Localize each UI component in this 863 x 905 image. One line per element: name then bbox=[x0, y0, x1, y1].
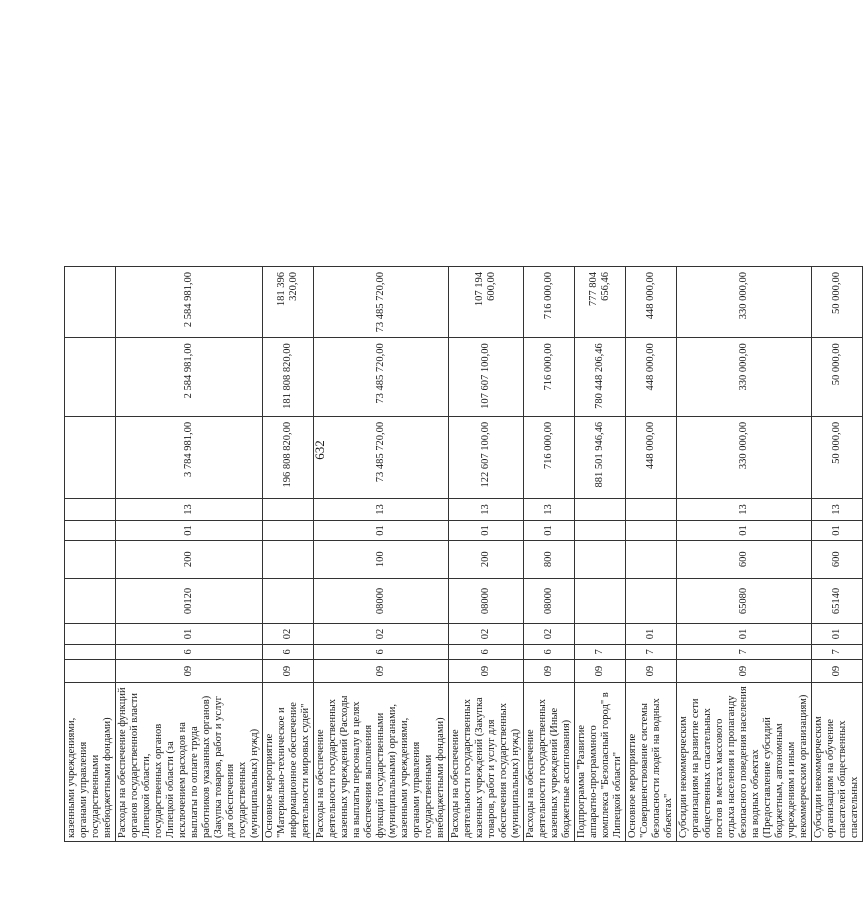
amount-1: 448 000,00 bbox=[626, 416, 677, 498]
code-col7: 13 bbox=[314, 499, 449, 521]
code-col7: 13 bbox=[449, 499, 524, 521]
code-col1: 09 bbox=[626, 660, 677, 683]
code-col2: 6 bbox=[524, 644, 575, 660]
code-col3: 02 bbox=[263, 624, 314, 644]
code-col6: 01 bbox=[677, 520, 812, 540]
code-col1: 09 bbox=[263, 660, 314, 683]
code-col1: 09 bbox=[314, 660, 449, 683]
code-col6: 01 bbox=[314, 520, 449, 540]
code-col5: 100 bbox=[314, 541, 449, 578]
code-col3: 01 bbox=[812, 624, 863, 644]
code-col6: 01 bbox=[116, 520, 263, 540]
code-col7 bbox=[263, 499, 314, 521]
code-col5: 200 bbox=[449, 541, 524, 578]
code-col5: 200 bbox=[116, 541, 263, 578]
amount-3: 330 000,00 bbox=[677, 267, 812, 338]
code-col3: 01 bbox=[677, 624, 812, 644]
code-col3 bbox=[65, 624, 116, 644]
code-col2: 6 bbox=[314, 644, 449, 660]
amount-3: 107 194 600,00 bbox=[449, 267, 524, 338]
code-col3 bbox=[575, 624, 626, 644]
code-col4 bbox=[626, 578, 677, 624]
code-col7 bbox=[575, 499, 626, 521]
amount-3: 73 485 720,00 bbox=[314, 267, 449, 338]
code-col1: 09 bbox=[575, 660, 626, 683]
code-col1: 09 bbox=[677, 660, 812, 683]
code-col2: 6 bbox=[449, 644, 524, 660]
table-row bbox=[524, 267, 575, 842]
code-col7: 13 bbox=[524, 499, 575, 521]
amount-2: 330 000,00 bbox=[677, 338, 812, 417]
amount-1 bbox=[65, 416, 116, 498]
code-col3: 02 bbox=[449, 624, 524, 644]
code-col5 bbox=[65, 541, 116, 578]
code-col5 bbox=[263, 541, 314, 578]
amount-3 bbox=[65, 267, 116, 338]
amount-2: 716 000,00 bbox=[524, 338, 575, 417]
code-col5: 800 bbox=[524, 541, 575, 578]
code-col5 bbox=[575, 541, 626, 578]
amount-1: 881 501 946,46 bbox=[575, 416, 626, 498]
code-col2: 6 bbox=[116, 644, 263, 660]
code-col1: 09 bbox=[116, 660, 263, 683]
amount-1: 330 000,00 bbox=[677, 416, 812, 498]
amount-1: 50 000,00 bbox=[812, 416, 863, 498]
amount-3: 50 000,00 bbox=[812, 267, 863, 338]
table-row bbox=[626, 267, 677, 842]
code-col6 bbox=[263, 520, 314, 540]
code-col2: 7 bbox=[812, 644, 863, 660]
code-col6: 01 bbox=[524, 520, 575, 540]
amount-2: 2 584 981,00 bbox=[116, 338, 263, 417]
row-name: Субсидии некоммерческим организациям на развитие сети общественных спасательных постов в местах массового отдыха населения и пропаганду безопасного поведения населения на водных объектах (Предоставление субсидий бюджетным, автономным учреждениям и иным некоммерческим организациям) bbox=[677, 683, 812, 842]
code-col2: 7 bbox=[575, 644, 626, 660]
amount-1: 196 808 820,00 bbox=[263, 416, 314, 498]
amount-1: 122 607 100,00 bbox=[449, 416, 524, 498]
code-col4: 65140 bbox=[812, 578, 863, 624]
code-col3: 02 bbox=[314, 624, 449, 644]
amount-2 bbox=[65, 338, 116, 417]
page-number: 632 bbox=[312, 440, 327, 460]
code-col7: 13 bbox=[812, 499, 863, 521]
code-col6: 01 bbox=[449, 520, 524, 540]
amount-3: 448 000,00 bbox=[626, 267, 677, 338]
table-row bbox=[65, 267, 116, 842]
row-name: Основное мероприятие "Совершенствование системы безопасности людей на водных объектах" bbox=[626, 683, 677, 842]
code-col4 bbox=[575, 578, 626, 624]
amount-3: 2 584 981,00 bbox=[116, 267, 263, 338]
budget-table bbox=[64, 266, 863, 842]
amount-2: 448 000,00 bbox=[626, 338, 677, 417]
code-col3: 01 bbox=[116, 624, 263, 644]
code-col1: 09 bbox=[812, 660, 863, 683]
code-col2: 7 bbox=[626, 644, 677, 660]
row-name: Основное мероприятие "Материально-техническое и информационное обеспечение деятельности мировых судей" bbox=[263, 683, 314, 842]
code-col6 bbox=[575, 520, 626, 540]
amount-3: 716 000,00 bbox=[524, 267, 575, 338]
amount-1: 3 784 981,00 bbox=[116, 416, 263, 498]
code-col5 bbox=[626, 541, 677, 578]
amount-2: 73 485 720,00 bbox=[314, 338, 449, 417]
code-col7: 13 bbox=[677, 499, 812, 521]
code-col7: 13 bbox=[116, 499, 263, 521]
row-name: Субсидии некоммерческим организациям на обучение спасателей общественных спасательных bbox=[812, 683, 863, 842]
amount-1: 716 000,00 bbox=[524, 416, 575, 498]
code-col2: 7 bbox=[677, 644, 812, 660]
row-name: Расходы на обеспечение функций органов государственной власти Липецкой области, государственных органов Липецкой области (за исключением расходов на выплаты по оплате труда работников указанных органов) (Закупка товаров, работ и услуг для обеспечения государственных (муниципальных) нужд) bbox=[116, 683, 263, 842]
code-col3: 01 bbox=[626, 624, 677, 644]
code-col3: 02 bbox=[524, 624, 575, 644]
code-col6 bbox=[65, 520, 116, 540]
code-col2: 6 bbox=[263, 644, 314, 660]
code-col1: 09 bbox=[524, 660, 575, 683]
code-col1: 09 bbox=[449, 660, 524, 683]
amount-2: 181 808 820,00 bbox=[263, 338, 314, 417]
code-col4: 65080 bbox=[677, 578, 812, 624]
amount-2: 50 000,00 bbox=[812, 338, 863, 417]
table-row bbox=[677, 267, 812, 842]
table-row bbox=[263, 267, 314, 842]
code-col6 bbox=[626, 520, 677, 540]
code-col1 bbox=[65, 660, 116, 683]
row-name: казенными учреждениями, органами управления государственными внебюджетными фондами) bbox=[65, 683, 116, 842]
code-col7 bbox=[65, 499, 116, 521]
row-name: Расходы на обеспечение деятельности государственных казенных учреждений (Расходы на выплаты персоналу в целях обеспечения выполнения функций государственными (муниципальными) органами, казенными учреждениями, органами управления государственными внебюджетными фондами) bbox=[314, 683, 449, 842]
amount-2: 780 448 206,46 bbox=[575, 338, 626, 417]
code-col5: 600 bbox=[677, 541, 812, 578]
table-body bbox=[65, 267, 863, 842]
table-row bbox=[812, 267, 863, 842]
table-row bbox=[314, 267, 449, 842]
table-row bbox=[116, 267, 263, 842]
row-name: Подпрограмма "Развитие аппаратно-программного комплекса "Безопасный город" в Липецкой области" bbox=[575, 683, 626, 842]
amount-3: 777 804 656,46 bbox=[575, 267, 626, 338]
code-col4 bbox=[65, 578, 116, 624]
row-name: Расходы на обеспечение деятельности государственных казенных учреждений (Иные бюджетные ассигнования) bbox=[524, 683, 575, 842]
code-col2 bbox=[65, 644, 116, 660]
code-col4: 08000 bbox=[314, 578, 449, 624]
code-col4: 00120 bbox=[116, 578, 263, 624]
table-row bbox=[575, 267, 626, 842]
amount-3: 181 396 320,00 bbox=[263, 267, 314, 338]
amount-1: 73 485 720,00 bbox=[314, 416, 449, 498]
table-row bbox=[449, 267, 524, 842]
amount-2: 107 607 100,00 bbox=[449, 338, 524, 417]
code-col4: 08000 bbox=[524, 578, 575, 624]
rotated-table-wrapper bbox=[64, 266, 863, 842]
row-name: Расходы на обеспечение деятельности государственных казенных учреждений (Закупка товаров, работ и услуг для обеспечения государственных (муниципальных) нужд) bbox=[449, 683, 524, 842]
code-col6: 01 bbox=[812, 520, 863, 540]
code-col5: 600 bbox=[812, 541, 863, 578]
code-col7 bbox=[626, 499, 677, 521]
code-col4: 08000 bbox=[449, 578, 524, 624]
code-col4 bbox=[263, 578, 314, 624]
